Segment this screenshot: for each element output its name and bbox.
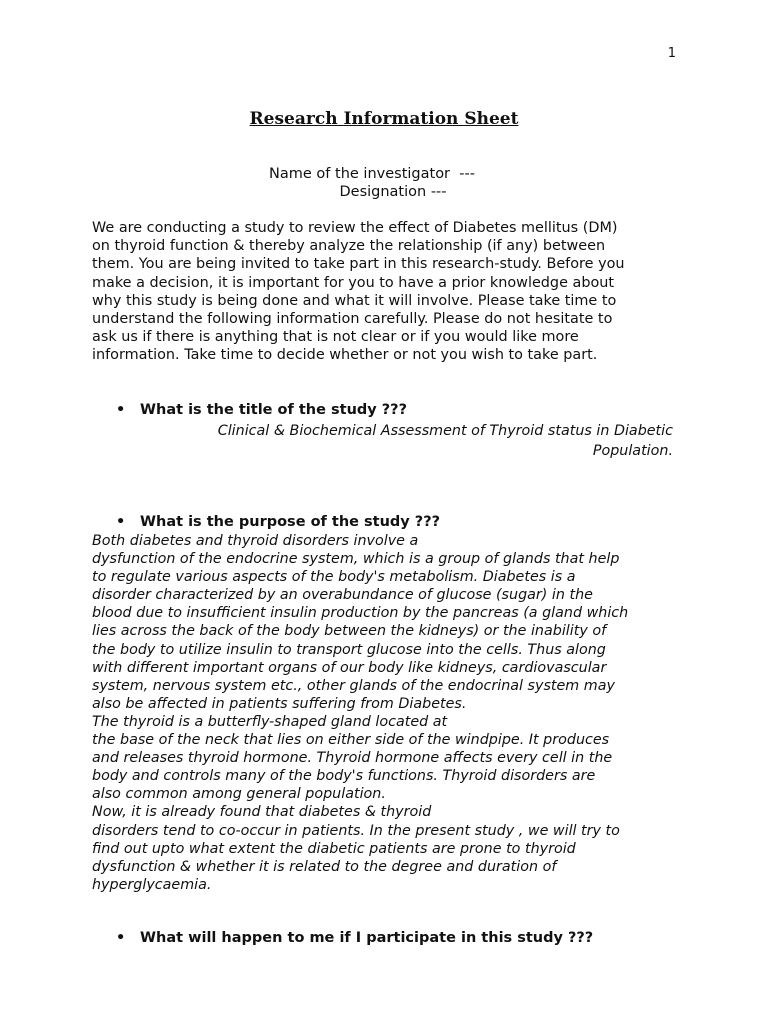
investigator-line: Name of the investigator --- — [269, 166, 475, 182]
question-text: What is the title of the study ??? — [140, 402, 408, 418]
study-purpose-answer: Both diabetes and thyroid disorders involve a dysfunction of the endocrine system, which is a group of glands that help to regulate various aspects of the body's metabolism. Diabetes is a disorder characterized by an overabundance of glucose (sugar) in the blood due to insufficient insulin production by the pancreas (a gland which lies across the back of the body between the kidneys) or the inability of the body to utilize insulin to transport glucose into the cells. Thus along with different important organs of our body like kidneys, cardiovascular system, nervous system etc., other glands of the endocrinal system may also be affected in patients suffering from Diabetes. The thyroid is a butterfly-shaped gland located at the base of the neck that lies on either side of the windpipe. It produces and releases thyroid hormone. Thyroid hormone affects every cell in the body and controls many of the body's functions. Thyroid disorders are also common among general population. Now, it is already found that diabetes & thyroid disorders tend to co-occur in patients. In the present study , we will try to find out upto what extent the diabetic patients are prone to thyroid dysfunction & whether it is related to the degree and duration of hyperglycaemia. — [92, 533, 629, 893]
intro-paragraph: We are conducting a study to review the effect of Diabetes mellitus (DM) on thyroid function & thereby analyze the relationship (if any) between them. You are being invited to take part in this research-study. Before you make a decision, it is important for you to have a prior knowledge about why this study is being done and what it will involve. Please take time to understand the following information carefully. Please do not hesitate to ask us if there is anything that is not clear or if you would like more information. Take time to decide whether or not you wish to take part. — [92, 220, 625, 364]
designation-line: Designation --- — [339, 184, 447, 200]
bullet-icon: • — [116, 402, 126, 418]
question-purpose-section — [92, 513, 682, 894]
bullet-icon: • — [116, 930, 126, 946]
study-title-answer: Clinical & Biochemical Assessment of Thyroid status in Diabetic Population. — [217, 423, 673, 459]
question-text: What is the purpose of the study ??? — [140, 514, 441, 530]
page-number: 1 — [667, 46, 676, 61]
question-heading — [92, 513, 682, 532]
question-text: What will happen to me if I participate in this study ??? — [140, 930, 594, 946]
document-title: Research Information Sheet — [249, 109, 519, 129]
question-heading — [92, 401, 682, 420]
question-heading — [92, 929, 682, 948]
bullet-icon: • — [116, 514, 126, 530]
question-title-section — [92, 401, 682, 461]
question-participation-section — [92, 929, 682, 948]
